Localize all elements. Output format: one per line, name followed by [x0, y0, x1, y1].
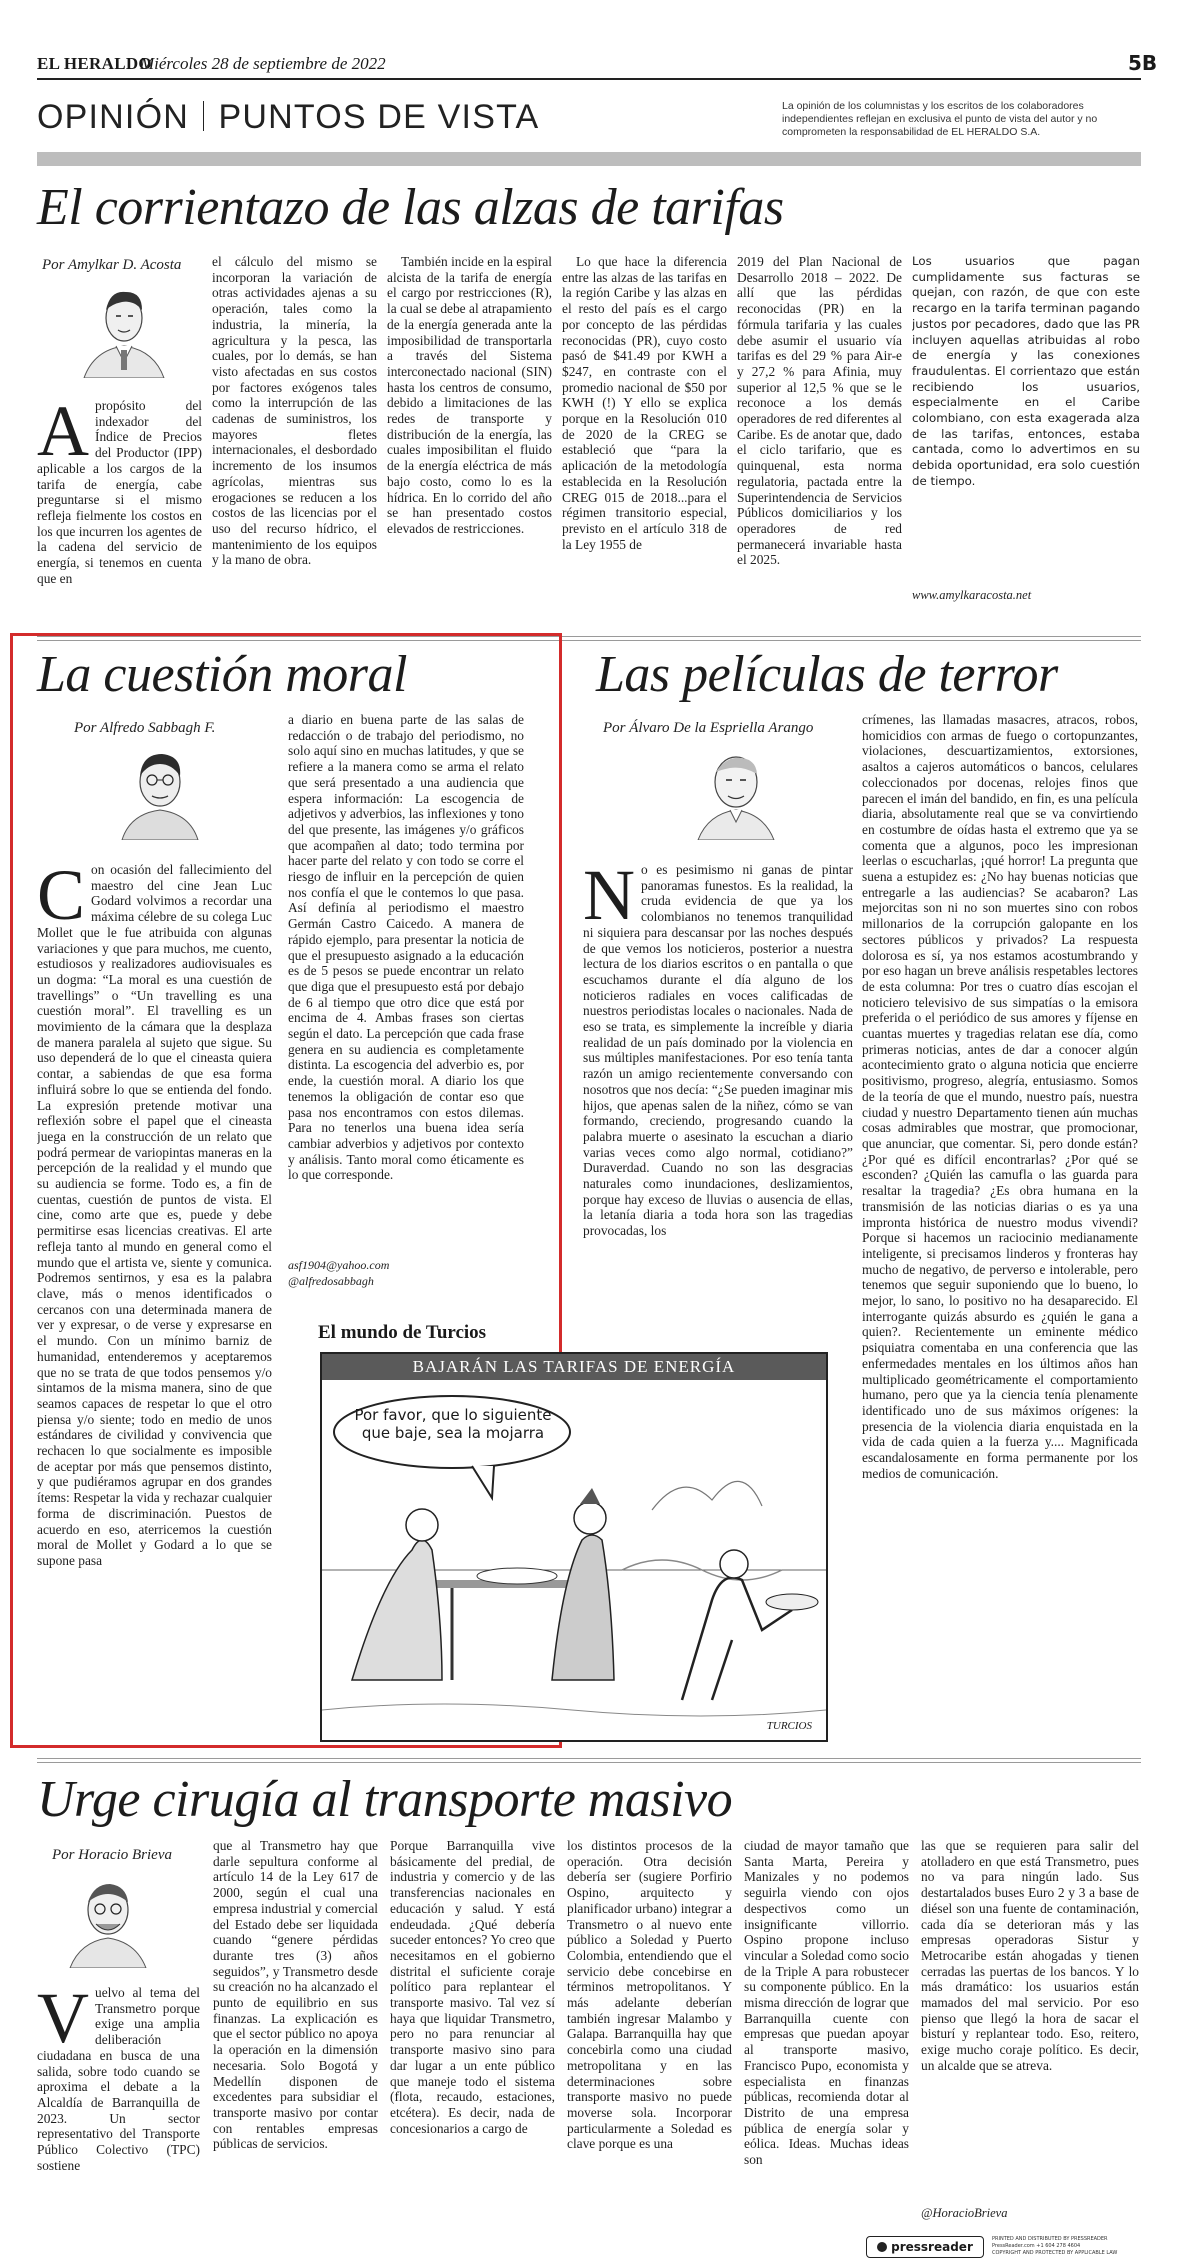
byline-sabbagh: Por Alfredo Sabbagh F. — [74, 720, 216, 736]
article4-column-3: Porque Barranquilla vive básicamente del predial, de industria y comercio y de las transferencias nacionales en educación y salud. Y está endeudada. ¿Qué debería suceder entonces? Yo creo que necesitamos en el gobierno distrital el suficiente coraje político para replantear el transporte masivo. Tal vez sí haya que liquidar Transmetro, pero no para renunciar al transporte masivo sino para dar lugar a un ente público que maneje todo el sistema (flota, recaudo, estaciones, etcétera). Es decir, nada de concesionarios a cargo de — [390, 1838, 555, 2136]
article1-column-4: Lo que hace la diferencia entre las alzas de las tarifas en la región Caribe y las alzas en el resto del país es el cargo por concepto de las pérdidas reconocidas (PR), cuyo costo pasó de $41.49 por KWH a $247, en contraste con el promedio nacional de $50 por KWH (!) Y ello se explica porque en la Resolución 010 de 2020 de la CREG se estableció que “para la aplicación de la metodología establecida en la Resolución CREG 015 de 2018...para el régimen transitorio especial, previsto en el artículo 318 de la Ley 1955 de — [562, 254, 727, 552]
article4-column-1 — [37, 1985, 200, 2225]
signature-twitter: @alfredosabbagh — [288, 1274, 374, 1288]
article1-column-5: 2019 del Plan Nacional de Desarrollo 2018 – 2022. De allí que las pérdidas reconocidas (PR) en la fórmula tarifaria y las cuales debe asumir el usuario vía tarifas es del 29 % para Air-e y 27,2 % para Afinia, muy superior al 12,5 % que se le reconoce a los demás operadores de red diferentes al Caribe. Es de anotar que, dado el ciclo tarifario, que es quinquenal, esta norma regulatoria, pactada entre la Superintendencia de Servicios Públicos domiciliarios y los operadores de red permanecerá invariable hasta el 2025. — [737, 254, 902, 568]
article2-text-1: on ocasión del fallecimiento del maestro del cine Jean Luc Godard volvimos a recordar una máxima célebre de su colega Luc Mollet que le fue atribuida con algunas variaciones y que para muchos, me cuento, estudiosos y realizadores audiovisuales es un dogma: “La moral es una cuestión de travellings” o “Un travelling es una cuestión moral”. El travelling es un movimiento de la cámara que la desplaza de manera paralela al sujeto que sigue. Su uso dependerá de lo que el cineasta quiera contar, a sabiendas de que esa forma influirá sobre lo que se entienda del fondo. La expresión pretende motivar una reflexión sobre el papel que el cineasta juega en la construcción de un relato que podrá permear de variopintas maneras en la percepción de la realidad y el mundo que su audiencia se forme. Todo es, a fin de cuentas, cuestión de puntos de vista. El cine, como arte que es, puede y debe permitirse esas licencias creativas. El arte refleja tanto al mundo en general como el mundo que el artista ve, siente y comunica. Podremos sentirnos, y esa es la palabra clave, más o menos identificados o cercanos con una determinada manera de ver y expresar, o de verse y expresarse en el mundo. Con un mínimo barniz de humanidad, entenderemos y aceptaremos que no se trata de que todos pensemos y/o sintamos de la misma manera, sino de que seamos capaces de respetar lo que el otro piensa y/o siente; todo en medio de unos estándares de civilidad y convivencia que rechacen lo que socialmente es imposible de aceptar por más que pensemos distinto, y que pudiéramos agrupar en dos grandes ítems: Respetar la vida y rechazar cualquier forma de discriminación. Puestos de acuerdo en eso, aterricemos la cuestión moral de Mollet y Godard a lo que se supone pasa — [37, 862, 272, 1568]
article4-text-1: uelvo al tema del Transmetro porque exige una amplia deliberación ciudadana en busca de una salida, sobre todo cuando se aproxima el debate a la Alcaldía de Barranquilla de 2023. Un sector representativo del Transporte Público Colectivo (TPC) sostiene — [37, 1985, 200, 2173]
top-rule — [37, 78, 1141, 80]
article3-text-1: o es pesimismo ni ganas de pintar panoramas funestos. Es la realidad, la cruda evidencia de que ya los colombianos no tenemos tranquilidad ni siquiera para descansar por las noches después de que vemos los noticieros, posterior a nuestra lectura de los diarios escritos o en pantalla o que escuchamos durante el día alguno de los noticieros radiales en voces calificadas de nuestros periodistas locales o nacionales. Nada de eso se trata, es simplemente la increíble y diaria realidad de un país dominado por la violencia en sus múltiples manifestaciones. Por eso tenía tanta razón un amigo recientemente conversando con nosotros que nos decía: “¿Se pueden imaginar mis hijos, que apenas salen de la niñez, cómo se van formando, creciendo, progresando cuando la palabra muerte o asesinato la escuchan a diario varias veces como algo normal, cotidiano?” Duraverdad. Cuando no son las desgracias naturales como inundaciones, deslizamientos, porque hay exceso de lluvias o ausencia de ellas, la letanía diaria a toda hora son las tragedias provocadas, los — [583, 862, 853, 1239]
article4-column-5: ciudad de mayor tamaño que Santa Marta, Pereira y Manizales y no podemos seguirla viendo con ojos despectivos como un insignificante villorrio. Ospino propone incluso vincular a Soledad como socio de la Triple A para robustecer su componente público. En la misma dirección de lograr que Barranquilla cuente con empresas que puedan apoyar al transporte masivo, Francisco Pupo, economista y especialista en finanzas públicas, recomienda dotar al Distrito de una empresa pública de energía solar y eólica. Ideas. Muchas ideas son — [744, 1838, 909, 2168]
cartoon-title: El mundo de Turcios — [318, 1322, 487, 1343]
divider-2 — [37, 1758, 1141, 1759]
article2-column-2: a diario en buena parte de las salas de redacción o de trabajo del periodismo, no solo aquí sino en muchas latitudes, y que se refiere a la manera como se arma el relato que será presentado a una audiencia que espera información: La escogencia de adjetivos y adverbios, las inflexiones y tono del que presente, las imágenes y/o gráficos que acompañen al dato; todo termina por hacer parte del relato y con todo se corre el riesgo de influir en la percepción de quien nos confía el que le contemos lo que pasa. Así definía al periodismo el maestro Germán Castro Caicedo. A manera de rápido ejemplo, para presentar la noticia de que el presupuesto asignado a la educación es de 5 pesos se puede encontrar un relato que diga que el presupuesto está por debajo de 6 al tiempo que otro dice que está por encima de 4. Ambas frases son ciertas según el dato. La percepción que cada frase genera en su audiencia es completamente distinta. La escogencia del adverbio es, por ende, la cuestión moral. A diario los que tenemos la obligación de contar eso que pasa nos encontramos con estos dilemas. Para no tenerlos una buena idea sería cambiar adverbios y adjetivos por contexto y análisis. Tanto moral como éticamente es lo que corresponde. — [288, 712, 524, 1183]
byline-espriella: Por Álvaro De la Espriella Arango — [603, 720, 814, 736]
dropcap-a: A — [37, 398, 89, 471]
cartoon-speech-bubble: Por favor, que lo siguiente que baje, sea la mojarra — [354, 1406, 552, 1442]
footer-line-2: PressReader.com +1 604 278 4604 — [992, 2243, 1081, 2249]
section-title — [37, 98, 539, 137]
byline-acosta: Por Amylkar D. Acosta — [42, 257, 182, 273]
footer-line-3: COPYRIGHT AND PROTECTED BY APPLICABLE LAW — [992, 2250, 1118, 2256]
pressreader-logo — [866, 2236, 984, 2258]
article1-column-2: el cálculo del mismo se incorporan la variación de otras actividades ajenas a su operación, tales como la industria, la minería, la agricultura y la pesca, las cuales, por lo demás, se han visto afectadas en sus costos por factores exógenos tales como la interrupción de las cadenas de suministros, los mayores fletes internacionales, el desbordado incremento de los insumos agrícolas, mientras sus erogaciones se reducen a los costos de las licencias por el uso del recurso hídrico, el mantenimiento de los equipos y la mano de obra. — [212, 254, 377, 568]
footer-line-1: PRINTED AND DISTRIBUTED BY PRESSREADER — [992, 2236, 1108, 2242]
author-portrait-acosta — [74, 280, 174, 378]
section-opinion: OPINIÓN — [37, 98, 189, 136]
headline-transporte: Urge cirugía al transporte masivo — [37, 1771, 733, 1828]
dropcap-c: C — [37, 862, 86, 935]
article3-column-2: crímenes, las llamadas masacres, atracos, robos, homicidios con armas de fuego o cortopunzantes, violaciones, descuartizamientos, extorsiones, asaltos a cajeros automáticos o bancos, celulares coleccionados por docenas, relojes finos que parecen el imán del bandido, en fin, es una película diaria, absolutamente real que se va convirtiendo en costumbre de oídas hasta el extremo que ya se comenta que a algunos, poco les impresionan leerlas o escucharlas, ¡qué horror! La pregunta que suena a estupidez es: ¿No hay buenas noticias que entregarle a las audiencias? Se acabaron? Las mejorcitas son ni no son muertes sino con robos millonarios de la corrupción galopante en los sectores públicos y privados? La respuesta dolorosa es sí, ya nos estamos acostumbrando y por eso hagan un breve análisis respetables lectores de esta columna: Por tres o cuatro días escojan el noticiero televisivo de sus simpatías o la emisora preferida o el periódico de sus amores y fíjense en cuantas muertes y tragedias relatan ese día, como primeras noticias, antes de dar a conocer algún acontecimiento grato o alguna noticia que encierre positivismo, progreso, alegría, entusiasmo. Somos de la teoría de que el mundo, nuestro país, nuestra ciudad y nuestro Departamento tienen aún muchas cosas admirables que mostrar, que promocionar, que anunciar, que comentar. Si, pero donde están? ¿Por qué es difícil encontrarlas? ¿Por qué se esconden? ¿Quién las camufla o las guarda para resaltar la tragedia? ¿Es obra humana en la transmisión de las noticias diarias o es ya una impronta histórica de nuestro modus vivendi? Porque si hacemos un raciocinio medianamente inteligente, si precisamos linderos y fronteras hay mucho de negativo, de perverso e intolerable, pero tenemos que seguir suponiendo que lo bueno, lo mejor, lo sano, lo positivo no ha desaparecido. El interrogante quizás absurdo es ¿quién le gana a quien?. Recientemente un eminente médico psiquiatra comentaba en una conferencia que las enfermedades mentales en los últimos años han multiplicado geométricamente el comportamiento humano, pero que ya la ciencia tenía plenamente identificado uno de sus máximos orígenes: la presencia de la violencia diaria enquistada en la vida de cada quien a la fuerza y.... Magnificada escandalosamente en forma permanente por los medios de comunicación. — [862, 712, 1138, 1481]
article4-column-2: que al Transmetro hay que darle sepultura conforme al artículo 14 de la Ley 617 de 2000, según el cual una empresa industrial y comercial del Estado debe ser liquidada cuando “genere pérdidas durante tres (3) años seguidos”, y Transmetro desde su creación no ha alcanzado el punto de equilibrio en sus finanzas. La explicación es que el sector público no apoya la operación en la dimensión necesaria. Solo Bogotá y Medellín disponen de excedentes para subsidiar el transporte masivo por contar con rentables empresas públicas de servicios. — [213, 1838, 378, 2152]
signature-email: asf1904@yahoo.com — [288, 1258, 390, 1272]
article1-column-6: Los usuarios que pagan cumplidamente sus facturas se quejan, con razón, de que con este recargo en la tarifa terminan pagando justos por pecadores, dado que las PR incluyen aquellas atribuidas al robo de energía y las conexiones fraudulentas. El corrientazo que están recibiendo los usuarios, especialmente en el Caribe colombiano, con esta exagerada alza de las tarifas, entonces, estaba cantada, como lo advertimos en su debida oportunidad, era solo cuestión de tiempo. — [912, 254, 1140, 488]
author-portrait-espriella — [686, 742, 786, 840]
footer-legal — [992, 2236, 1142, 2257]
headline-corrientazo: El corrientazo de las alzas de tarifas — [37, 179, 784, 236]
article1-text-1: propósito del indexador del Índice de Precios del Productor (IPP) aplicable a los cargos de la tarifa de energía, cabe preguntarse si el mismo refleja fielmente los costos en los que incurren los agentes de la cadena del servicio de energía, si tenemos en cuenta que en — [37, 398, 202, 586]
section-divider — [203, 101, 205, 131]
divider-2b — [37, 1762, 1141, 1763]
article1-column-1 — [37, 398, 202, 628]
issue-date: Miércoles 28 de septiembre de 2022 — [140, 54, 386, 73]
header-band — [37, 152, 1141, 166]
author-portrait-brieva — [58, 1872, 158, 1968]
signature-brieva: @HoracioBrieva — [921, 2206, 1008, 2220]
pressreader-brand: pressreader — [891, 2240, 973, 2254]
cartoon-banner: BAJARÁN LAS TARIFAS DE ENERGÍA — [322, 1354, 826, 1380]
article1-column-3: También incide en la espiral alcista de la tarifa de energía el cargo por restricciones (R), la cual se debe al atrapamiento de la energía generada ante la imposibilidad de transportarla a través del Sistema interconectado nacional (SIN) hasta los centros de consumo, debido a limitaciones de las redes de transporte y distribución de la energía, las cuales imposibilitan el fluido de la energía eléctrica de más bajo costo, como lo es la hídrica. En lo corrido del año se han presentado costos elevados de restricciones. — [387, 254, 552, 536]
cartoon-panel — [320, 1352, 828, 1742]
page-number: 5B — [1128, 51, 1158, 75]
article4-column-6: las que se requieren para salir del atolladero en que está Transmetro, pues no va para ningún lado. Sus destartalados buses Euro 2 y 3 a base de diésel son una fuente de contaminación, cada día se deterioran más y las empresas operadoras Sistur y Metrocaribe están ahogadas y tienen cerradas las puertas de los bancos. Y lo más dramático: los usuarios están mamados del mal servicio. Por eso pienso que llegó la hora de sacar el bisturí y replantear todo. Eso, reitero, exige mucho coraje político. Es decir, un alcalde que se atreva. — [921, 1838, 1139, 2073]
disclaimer: La opinión de los columnistas y los escritos de los colaboradores independientes reflejan en exclusiva el punto de vista del autor y no comprometen la responsabilidad de EL HERALDO S.A. — [782, 100, 1098, 138]
dropcap-v: V — [37, 1985, 89, 2058]
headline-cuestion-moral: La cuestión moral — [37, 646, 407, 703]
dropcap-n: N — [583, 862, 635, 935]
article4-column-4: los distintos procesos de la operación. Otra decisión debería ser (sugiere Porfirio Ospino, arquitecto y planificador urbano) integrar a Transmetro o al nuevo ente público a Soledad y Puerto Colombia, entendiendo que el servicio debe concebirse en términos metropolitanos. Y más adelante deberían también ingresar Malambo y Galapa. Barranquilla hay que concebirla como una ciudad metropolitana y en las determinaciones sobre transporte masivo no puede moverse sola. Incorporar particularmente a Soledad es clave porque es una — [567, 1838, 732, 2152]
section-puntos: PUNTOS DE VISTA — [218, 98, 540, 136]
signature-acosta: www.amylkaracosta.net — [912, 588, 1032, 602]
cartoon-signature: TURCIOS — [766, 1720, 812, 1732]
pressreader-icon — [877, 2242, 887, 2252]
byline-brieva: Por Horacio Brieva — [52, 1847, 172, 1863]
paper-name: EL HERALDO — [37, 54, 152, 73]
headline-peliculas-terror: Las películas de terror — [596, 646, 1058, 703]
